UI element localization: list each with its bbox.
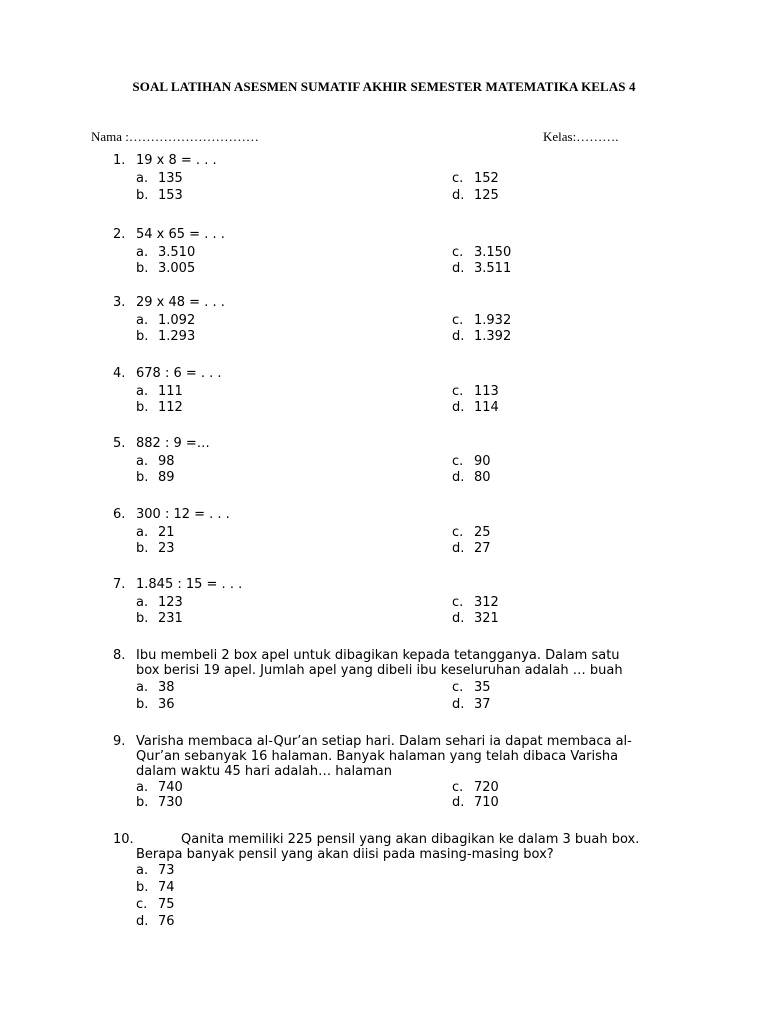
option-d[interactable] [452,329,511,344]
question-text [136,648,676,678]
option-value: 152 [474,171,499,186]
option-value: 38 [158,680,175,695]
question-text: 678 : 6 = . . . [136,366,222,381]
option-letter: b. [136,188,149,203]
option-a[interactable] [136,680,175,695]
option-b[interactable] [136,541,175,556]
option-d[interactable] [452,697,491,712]
question-text: 300 : 12 = . . . [136,507,230,522]
question-number: 4. [113,366,126,381]
option-letter: b. [136,470,149,485]
option-letter: c. [452,384,464,399]
option-a[interactable] [136,780,183,795]
option-value: 113 [474,384,499,399]
question-text-line: Ibu membeli 2 box apel untuk dibagikan kepada tetangganya. Dalam satu [136,648,620,663]
option-letter: d. [452,795,465,810]
question-number: 7. [113,577,126,592]
option-value: 112 [158,400,183,415]
option-a[interactable] [136,863,175,878]
option-b[interactable] [136,400,183,415]
option-d[interactable] [452,261,511,276]
option-value: 80 [474,470,491,485]
option-value: 730 [158,795,183,810]
option-value: 1.932 [474,313,512,328]
option-value: 90 [474,454,491,469]
option-d[interactable] [136,914,175,929]
option-value: 231 [158,611,183,626]
question-text-line: Varisha membaca al-Qur’an setiap hari. Dalam sehari ia dapat membaca al- [136,734,632,749]
question-number: 8. [113,648,126,663]
kelas-field-label: Kelas:………. [543,129,619,144]
option-b[interactable] [136,470,175,485]
question-text: 54 x 65 = . . . [136,227,225,242]
option-value: 153 [158,188,183,203]
option-letter: a. [136,171,149,186]
option-b[interactable] [136,261,195,276]
option-letter: d. [452,400,465,415]
question-number: 2. [113,227,126,242]
option-letter: b. [136,261,149,276]
option-letter: a. [136,454,149,469]
option-b[interactable] [136,795,183,810]
option-letter: b. [136,541,149,556]
option-value: 1.092 [158,313,196,328]
option-letter: c. [452,454,464,469]
option-value: 75 [158,897,175,912]
option-letter: b. [136,697,149,712]
option-b[interactable] [136,880,175,895]
question-text-line: Qur’an sebanyak 16 halaman. Banyak halaman yang telah dibaca Varisha [136,749,619,764]
option-letter: d. [452,470,465,485]
option-letter: d. [452,611,465,626]
question-text-line: Berapa banyak pensil yang akan diisi pada masing-masing box? [136,847,554,862]
option-a[interactable] [136,245,195,260]
option-value: 35 [474,680,491,695]
option-a[interactable] [136,595,183,610]
question-text [136,734,676,779]
option-value: 123 [158,595,183,610]
option-b[interactable] [136,329,195,344]
option-value: 114 [474,400,499,415]
option-value: 36 [158,697,175,712]
option-a[interactable] [136,171,183,186]
option-c[interactable] [452,525,491,540]
option-value: 710 [474,795,499,810]
option-value: 740 [158,780,183,795]
question-text-line: Qanita memiliki 225 pensil yang akan dibagikan ke dalam 3 buah box. [181,832,640,847]
option-value: 720 [474,780,499,795]
option-letter: b. [136,611,149,626]
option-a[interactable] [136,384,183,399]
option-letter: d. [136,914,149,929]
option-a[interactable] [136,313,195,328]
option-letter: c. [452,680,464,695]
option-value: 27 [474,541,491,556]
option-value: 98 [158,454,175,469]
question-text: 1.845 : 15 = . . . [136,577,243,592]
option-letter: b. [136,400,149,415]
option-letter: c. [452,313,464,328]
option-value: 3.005 [158,261,196,276]
question-number: 5. [113,436,126,451]
question-number: 9. [113,734,126,749]
option-value: 3.511 [474,261,512,276]
option-d[interactable] [452,188,499,203]
option-letter: d. [452,188,465,203]
question-text-line: dalam waktu 45 hari adalah… halaman [136,764,392,779]
option-value: 135 [158,171,183,186]
option-c[interactable] [452,313,511,328]
option-c[interactable] [452,245,511,260]
nama-field-label: Nama :………………………… [91,129,259,144]
option-b[interactable] [136,188,183,203]
option-letter: a. [136,313,149,328]
question-number: 6. [113,507,126,522]
option-value: 73 [158,863,175,878]
question-number: 1. [113,153,126,168]
option-value: 125 [474,188,499,203]
option-c[interactable] [452,680,491,695]
option-value: 23 [158,541,175,556]
option-c[interactable] [452,595,499,610]
option-letter: d. [452,261,465,276]
option-value: 1.293 [158,329,196,344]
option-value: 1.392 [474,329,512,344]
option-letter: a. [136,863,149,878]
option-letter: d. [452,697,465,712]
option-value: 312 [474,595,499,610]
option-letter: d. [452,329,465,344]
option-c[interactable] [452,384,499,399]
option-value: 321 [474,611,499,626]
option-value: 3.510 [158,245,196,260]
option-letter: c. [452,595,464,610]
option-value: 89 [158,470,175,485]
option-a[interactable] [136,454,175,469]
option-letter: a. [136,780,149,795]
question-number: 3. [113,295,126,310]
option-b[interactable] [136,611,183,626]
option-letter: a. [136,384,149,399]
question-text: 882 : 9 =… [136,436,210,451]
question-text-line: box berisi 19 apel. Jumlah apel yang dibeli ibu keseluruhan adalah … buah [136,663,623,678]
option-d[interactable] [452,400,499,415]
option-b[interactable] [136,697,175,712]
option-c[interactable] [452,454,491,469]
question-text: 29 x 48 = . . . [136,295,225,310]
question-number: 10. [113,832,134,847]
option-value: 76 [158,914,175,929]
option-letter: c. [136,897,148,912]
option-letter: b. [136,795,149,810]
option-letter: a. [136,525,149,540]
option-value: 21 [158,525,175,540]
question-text: 19 x 8 = . . . [136,153,217,168]
option-c[interactable] [452,780,499,795]
option-letter: b. [136,880,149,895]
option-d[interactable] [452,541,491,556]
option-d[interactable] [452,611,499,626]
option-d[interactable] [452,470,491,485]
option-letter: a. [136,245,149,260]
option-letter: d. [452,541,465,556]
option-value: 74 [158,880,175,895]
option-c[interactable] [136,897,175,912]
option-letter: b. [136,329,149,344]
option-letter: c. [452,171,464,186]
option-letter: c. [452,525,464,540]
option-d[interactable] [452,795,499,810]
option-letter: a. [136,595,149,610]
option-letter: c. [452,245,464,260]
page-title: SOAL LATIHAN ASESMEN SUMATIF AKHIR SEMESTER MATEMATIKA KELAS 4 [132,79,636,94]
option-value: 37 [474,697,491,712]
option-a[interactable] [136,525,175,540]
option-c[interactable] [452,171,499,186]
option-value: 25 [474,525,491,540]
option-value: 111 [158,384,183,399]
option-letter: c. [452,780,464,795]
option-value: 3.150 [474,245,512,260]
option-letter: a. [136,680,149,695]
